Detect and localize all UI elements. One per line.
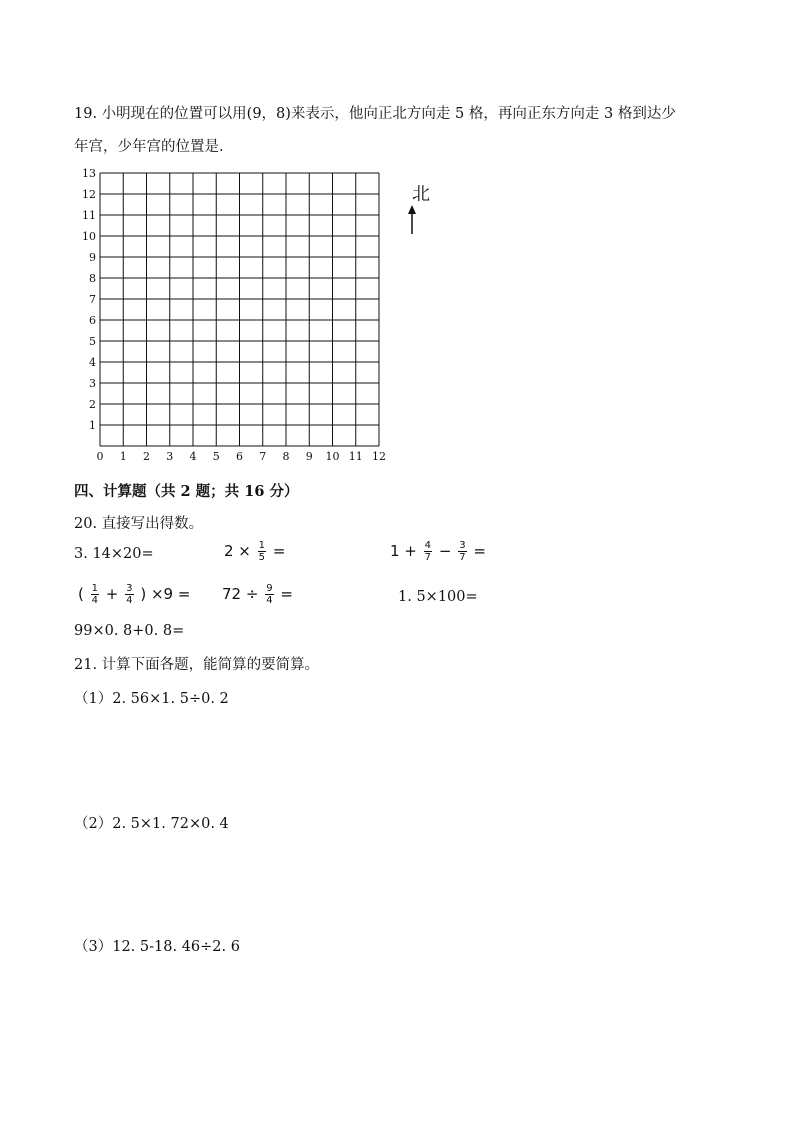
q19-line2: 年宫，少年宫的位置是.: [74, 139, 224, 155]
x-tick-label: 8: [282, 450, 290, 463]
x-tick-label: 6: [236, 450, 243, 463]
y-tick-label: 11: [82, 209, 96, 222]
y-tick-label: 3: [89, 377, 96, 390]
y-tick-label: 13: [82, 167, 96, 180]
q21-part-2: （2）2. 5×1. 72×0. 4: [74, 816, 229, 832]
y-tick-label: 2: [89, 398, 96, 411]
x-tick-label: 12: [372, 450, 386, 463]
section4-title: 四、计算题（共 2 题；共 16 分）: [74, 483, 299, 500]
q20-expr-2: 2 × $\frac{1}{5}$ =: [224, 540, 286, 563]
q21-title: 21. 计算下面各题，能简算的要简算。: [74, 657, 320, 673]
x-tick-label: 11: [348, 450, 363, 463]
x-tick-label: 0: [96, 450, 104, 463]
north-arrow-icon: [408, 205, 416, 234]
q21-part-1: （1）2. 56×1. 5÷0. 2: [74, 691, 229, 707]
q20-expr-4: ( $\frac{1}{4}$ + $\frac{3}{4}$ ) ×9 =: [78, 583, 191, 606]
x-tick-label: 1: [119, 450, 127, 463]
q21-part-3: （3）12. 5-18. 46÷2. 6: [74, 939, 240, 955]
x-tick-label: 9: [305, 450, 313, 463]
y-tick-label: 4: [89, 356, 96, 369]
y-tick-label: 9: [89, 251, 96, 264]
q19-line1: 19. 小明现在的位置可以用(9，8)来表示，他向正北方向走 5 格，再向正东方向走 3 格到达少: [74, 106, 676, 122]
y-tick-label: 7: [89, 293, 96, 306]
y-tick-label: 5: [89, 335, 96, 348]
north-label: 北: [412, 184, 430, 205]
x-tick-label: 5: [212, 450, 220, 463]
q20-expr-7: 99×0. 8+0. 8=: [74, 623, 185, 639]
x-tick-label: 10: [325, 450, 340, 463]
y-tick-label: 8: [89, 272, 96, 285]
x-tick-label: 7: [259, 450, 267, 463]
q20-expr-5: 72 ÷ $\frac{9}{4}$ =: [222, 583, 293, 606]
y-tick-label: 12: [82, 188, 96, 201]
q20-title: 20. 直接写出得数。: [74, 516, 204, 532]
x-tick-label: 4: [189, 450, 197, 463]
q20-expr-3: 1 + $\frac{4}{7}$ − $\frac{3}{7}$ =: [390, 540, 486, 563]
coordinate-grid: [0, 0, 793, 480]
y-tick-label: 6: [89, 314, 96, 327]
x-tick-label: 3: [166, 450, 174, 463]
q20-expr-6: 1. 5×100=: [398, 589, 478, 605]
y-tick-label: 1: [89, 419, 96, 432]
y-tick-label: 10: [82, 230, 96, 243]
x-tick-label: 2: [143, 450, 150, 463]
q20-expr-1: 3. 14×20=: [74, 546, 154, 562]
